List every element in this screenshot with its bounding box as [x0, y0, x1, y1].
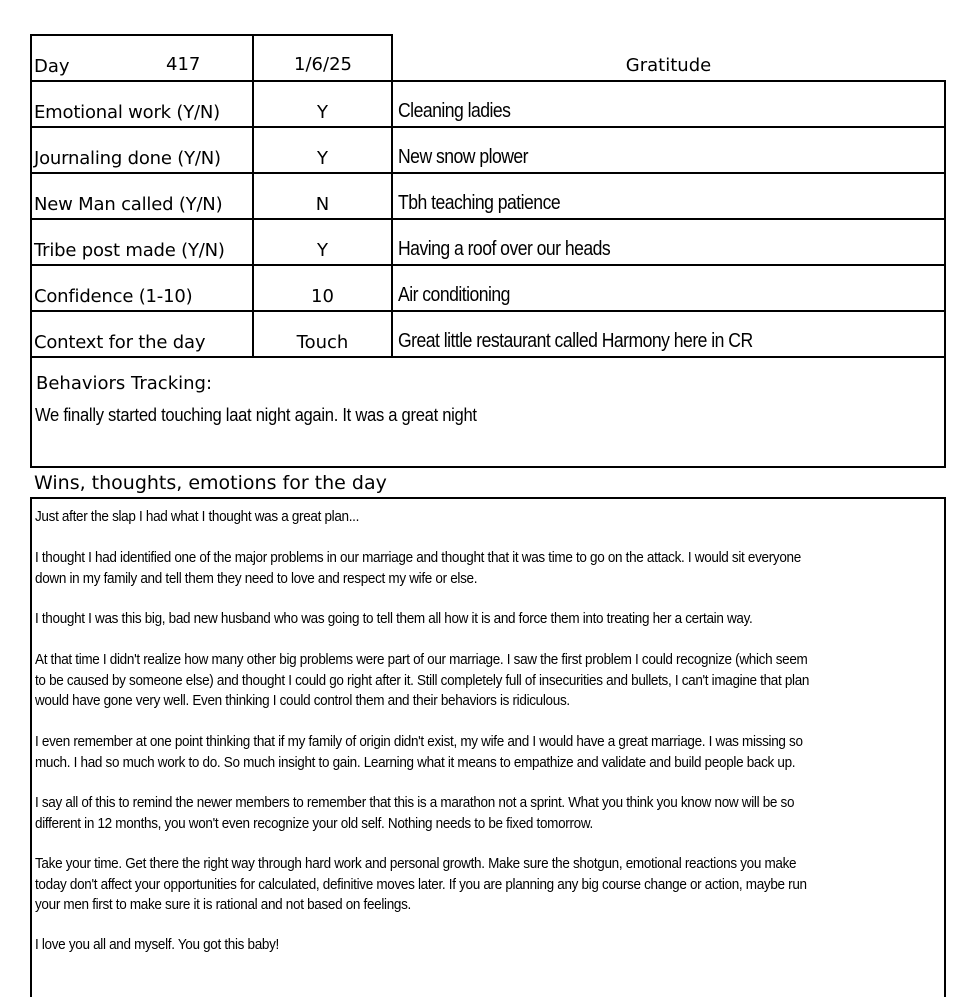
- wins-line: I thought I had identified one of the major problems in our marriage and thought that it was time to go on the attack. I would sit everyone: [35, 549, 801, 566]
- tracker-row-value: [254, 174, 391, 218]
- tracker-row-label: [30, 220, 252, 264]
- row-value-text: Y: [317, 240, 328, 261]
- gratitude-item: [393, 220, 944, 264]
- wins-paragraph: [35, 935, 279, 956]
- wins-line: At that time I didn't realize how many other big problems were part of our marriage. I saw the first problem I could recognize (which seem: [35, 651, 808, 668]
- behaviors-title: Behaviors Tracking:: [36, 373, 213, 394]
- wins-line: your men first to make sure it is rational and not based on feelings.: [35, 896, 411, 913]
- gratitude-item: [393, 266, 944, 310]
- wins-line: would have gone very well. Even thinking I could control them and their behaviors is ridiculous.: [35, 692, 570, 709]
- tracker-row-value: [254, 220, 391, 264]
- tracker-row-value: [254, 312, 391, 356]
- tracker-row-label: [30, 174, 252, 218]
- wins-paragraph: [35, 507, 359, 528]
- row-value-text: N: [315, 194, 330, 215]
- row-value-text: Y: [317, 102, 328, 123]
- wins-line: I say all of this to remind the newer members to remember that this is a marathon not a sprint. What you think you know now will be so: [35, 794, 795, 811]
- table-border-top: [30, 34, 393, 36]
- wins-line: today don't affect your opportunities for calculated, definitive moves later. If you are planning any big course change or action, maybe run: [35, 875, 807, 893]
- tracker-row-value: [254, 128, 391, 172]
- row-label-text: Context for the day: [34, 332, 206, 353]
- behaviors-border-bottom: [30, 466, 946, 468]
- row-divider: [30, 356, 946, 358]
- wins-paragraph: [35, 854, 807, 916]
- row-value-text: Touch: [296, 332, 349, 353]
- gratitude-item: [393, 312, 944, 356]
- wins-text-box: [30, 497, 946, 997]
- gratitude-item: [393, 82, 944, 126]
- row-label-text: Confidence (1-10): [34, 286, 193, 307]
- row-value-text: Y: [317, 148, 328, 169]
- entry-date: 1/6/25: [294, 54, 352, 75]
- gratitude-item: [393, 174, 944, 218]
- wins-paragraph: [35, 650, 809, 712]
- day-label: Day: [34, 56, 70, 77]
- row-label-text: New Man called (Y/N): [34, 194, 223, 215]
- wins-line: to be caused by someone else) and thought I could go right after it. Still completely full of insecurities and bullets, I can't imagine that plan: [35, 671, 810, 689]
- tracker-row-label: [30, 312, 252, 356]
- tracker-row-value: [254, 266, 391, 310]
- row-label-text: Emotional work (Y/N): [34, 102, 221, 123]
- wins-title: Wins, thoughts, emotions for the day: [34, 472, 387, 494]
- tracker-row-label: [30, 128, 252, 172]
- gratitude-text: New snow plower: [398, 146, 529, 168]
- tracker-row-value: [254, 82, 391, 126]
- wins-line: different in 12 months, you won't even recognize your old self. Nothing needs to be fixed tomorrow.: [35, 814, 593, 832]
- gratitude-text: Air conditioning: [398, 284, 510, 306]
- tracker-row-label: [30, 266, 252, 310]
- wins-line: I thought I was this big, bad new husband who was going to tell them all how it is and force them into treating her a certain way.: [35, 610, 753, 627]
- wins-paragraph: [35, 732, 803, 773]
- gratitude-header: Gratitude: [625, 55, 712, 76]
- day-number: 417: [166, 54, 201, 75]
- wins-paragraph: [35, 609, 752, 630]
- row-label-text: Tribe post made (Y/N): [34, 240, 225, 261]
- tracker-row-label: [30, 82, 252, 126]
- wins-line: down in my family and tell them they need to love and respect my wife or else.: [35, 569, 478, 587]
- behaviors-text-content: We finally started touching laat night again. It was a great night: [35, 405, 477, 425]
- wins-line: I even remember at one point thinking that if my family of origin didn't exist, my wife and I would have a great marriage. I was missing so: [35, 733, 803, 750]
- row-label-text: Journaling done (Y/N): [34, 148, 221, 169]
- wins-line: Just after the slap I had what I thought was a great plan...: [35, 508, 360, 525]
- wins-line: Take your time. Get there the right way through hard work and personal growth. Make sure the shotgun, emotional reactions you make: [35, 855, 797, 872]
- wins-paragraph: [35, 548, 801, 589]
- gratitude-text: Great little restaurant called Harmony here in CR: [398, 330, 753, 352]
- row-value-text: 10: [311, 286, 334, 307]
- gratitude-text: Cleaning ladies: [398, 100, 511, 122]
- behaviors-text: [35, 405, 515, 426]
- gratitude-text: Tbh teaching patience: [398, 192, 561, 214]
- table-border-right: [944, 80, 946, 468]
- wins-line: much. I had so much work to do. So much insight to gain. Learning what it means to empathize and validate and build people back up.: [35, 753, 796, 771]
- wins-line: I love you all and myself. You got this baby!: [35, 936, 279, 953]
- wins-paragraph: [35, 793, 794, 834]
- gratitude-item: [393, 128, 944, 172]
- gratitude-text: Having a roof over our heads: [398, 238, 611, 260]
